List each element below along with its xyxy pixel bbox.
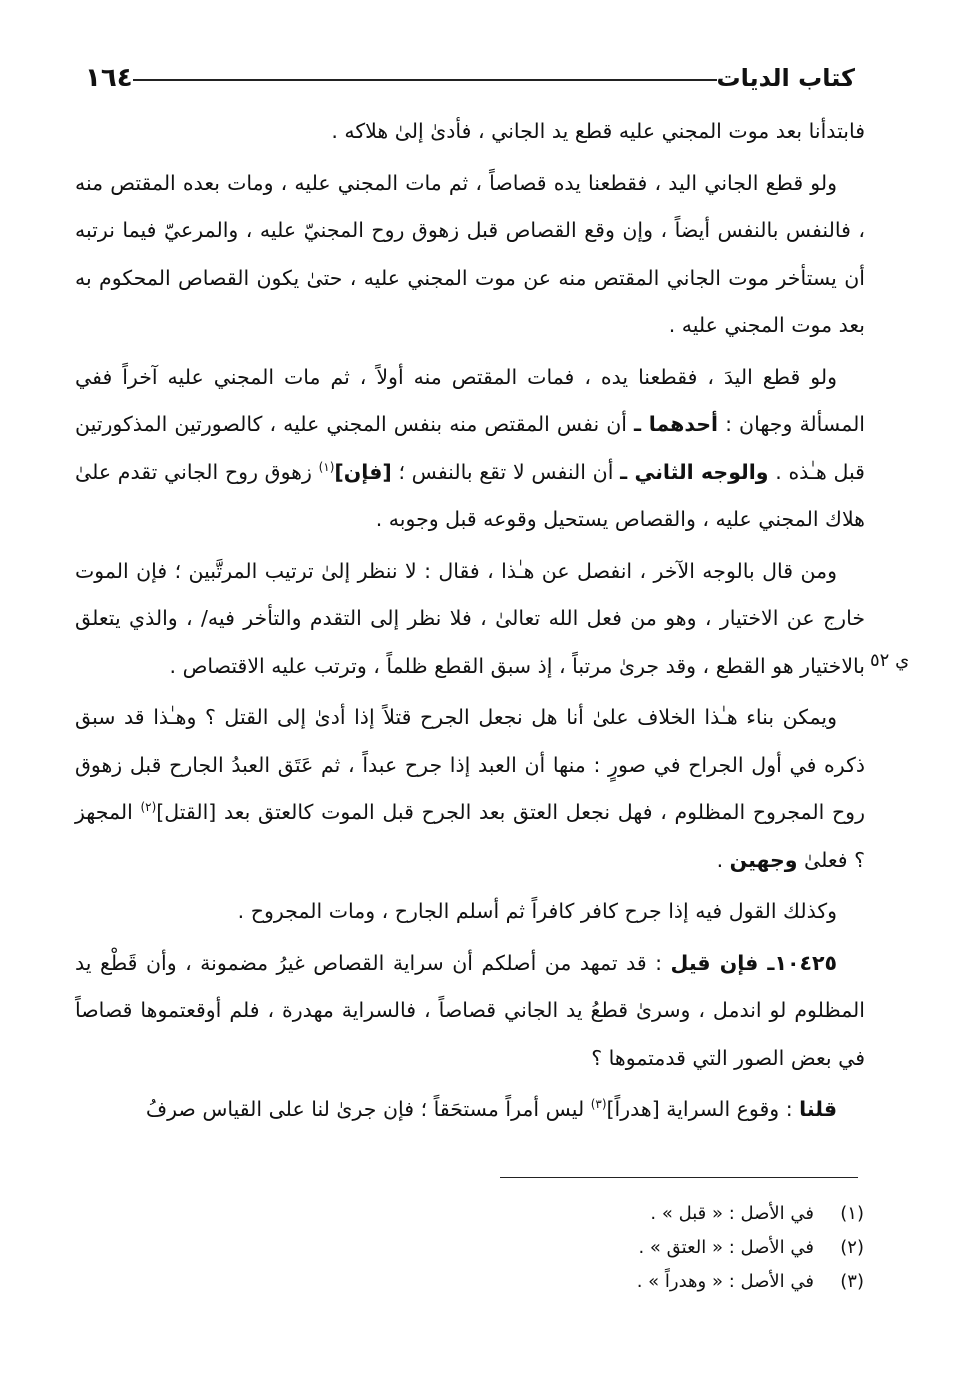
- paragraph: [75, 888, 865, 936]
- paragraph: [75, 354, 865, 544]
- running-header: [75, 58, 865, 98]
- main-text: [75, 108, 865, 1134]
- footnote-text: في الأصل : « قبل » .: [650, 1203, 814, 1224]
- margin-folio-note: ي ٥٢: [870, 650, 910, 671]
- paragraph-text: المجهز ؟ فعلىٰ: [75, 800, 865, 872]
- footnote-number: (٢): [840, 1237, 864, 1258]
- footnote-item: [637, 1265, 864, 1299]
- paragraph: [75, 1086, 865, 1134]
- paragraph-text: ليس أمراً مستحَقاً ؛ فإن جرىٰ لنا على القياس صرفُ: [145, 1097, 591, 1121]
- bold-term: [فإن]: [334, 459, 392, 484]
- book-title: كتاب الديات: [716, 64, 855, 92]
- bold-term: قلنا: [799, 1097, 837, 1121]
- footnote-item: [637, 1231, 864, 1265]
- paragraph-text: ويمكن بناء هـٰذا الخلاف علىٰ أنا هل نجعل الجرح قتلاً إذا أدىٰ إلى القتل ؟ وهـٰذا قد سبق ذكره في أول الجراح في صورٍ : منها أن العبد إذا جرح عبداً ، ثم عَتَق العبدُ الجارح قبل زهوق روح المجروح المظلوم ، فهل نجعل العتق بعد الجرح قبل الموت كالعتق بعد [القتل]: [75, 705, 865, 824]
- footnote-text: في الأصل : « العتق » .: [638, 1237, 814, 1258]
- paragraph-text: ولو قطع الجاني اليد ، فقطعنا يده قصاصاً ، ثم مات المجني عليه ، ومات بعده المقتص منه ، فالنفس بالنفس أيضاً ، وإن وقع القصاص قبل زهوق روح المجنيّ عليه ، والمرعيّ فيما نرتبه أن يستأخر موت الجاني المقتص منه عن موت المجني عليه ، حتىٰ يكون القصاص المحكوم به بعد موت المجني عليه .: [75, 170, 865, 337]
- footnote-text: في الأصل : « وهدراً » .: [636, 1271, 814, 1292]
- paragraph: [75, 940, 865, 1083]
- paragraph-text: ولو قطع اليدَ ، فقطعنا يده ، فمات المقتص منه أولاً ، ثم مات المجني عليه آخراً ففي المسألة وجهان :: [75, 364, 866, 436]
- footnote-ref: (٣): [590, 1097, 607, 1112]
- footnote-item: [637, 1197, 864, 1231]
- bold-term: وجهين: [729, 847, 798, 872]
- paragraph-text: فابتدأنا بعد موت المجني عليه قطع يد الجاني ، فأدىٰ إلىٰ هلاكه .: [331, 119, 865, 143]
- footnote-number: (١): [840, 1203, 864, 1224]
- header-rule: [133, 79, 717, 81]
- paragraph: [75, 108, 865, 156]
- paragraph: [75, 694, 865, 884]
- paragraph: [75, 160, 865, 350]
- paragraph-text: : وقوع السراية [هدراً]: [606, 1097, 800, 1121]
- page-body: [75, 58, 865, 1138]
- bold-term: والوجه الثاني ـ: [620, 459, 769, 484]
- footnote-divider: [500, 1177, 858, 1178]
- paragraph: [75, 548, 865, 691]
- section-number: ١٠٤٢٥ـ فإن قيل: [670, 950, 837, 975]
- footnote-ref: (١): [318, 459, 335, 474]
- footnote-number: (٣): [840, 1271, 864, 1292]
- bold-term: أحدهما ـ: [634, 412, 719, 436]
- paragraph-text: : قد تمهد من أصلكم أن سراية القصاص غيرُ مضمونة ، وأن قَطْع يد المظلوم لو اندمل ، وسرىٰ قطعُ يد الجاني قصاصاً ، فالسراية مهدرة ، فلم أوقعتموها قصاصاً في بعض الصور التي قدمتموها ؟: [75, 950, 865, 1070]
- paragraph-text: ومن قال بالوجه الآخر ، انفصل عن هـٰذا ، فقال : لا ننظر إلىٰ ترتيب المرتَّبين ؛ فإن الموت خارج عن الاختيار ، وهو من فعل الله تعالىٰ ، فلا نظر إلى التقدم والتأخر فيه/ ، والذي يتعلق بالاختيار هو القطع ، وقد جرىٰ مرتباً ، إذ سبق القطع ظلماً ، وترتب عليه الاقتصاص .: [75, 558, 865, 678]
- paragraph-text: أن النفس لا تقع بالنفس ؛: [391, 459, 621, 484]
- paragraph-text: زهوق روح الجاني تقدم علىٰ هلاك المجني عليه ، والقصاص يستحيل وقوعه قبل وجوبه .: [75, 459, 865, 531]
- paragraph-text: وكذلك القول فيه إذا جرح كافر كافراً ثم أسلم الجارح ، ومات المجروح .: [237, 899, 837, 923]
- paragraph-text: .: [716, 847, 730, 872]
- paragraph-text: أن نفس المقتص منه بنفس المجني عليه ، كالصورتين المذكورتين قبل هـٰذه .: [75, 412, 865, 484]
- footnote-ref: (٢): [140, 800, 157, 815]
- page-number: ١٦٤: [85, 63, 133, 93]
- footnotes: [637, 1197, 864, 1299]
